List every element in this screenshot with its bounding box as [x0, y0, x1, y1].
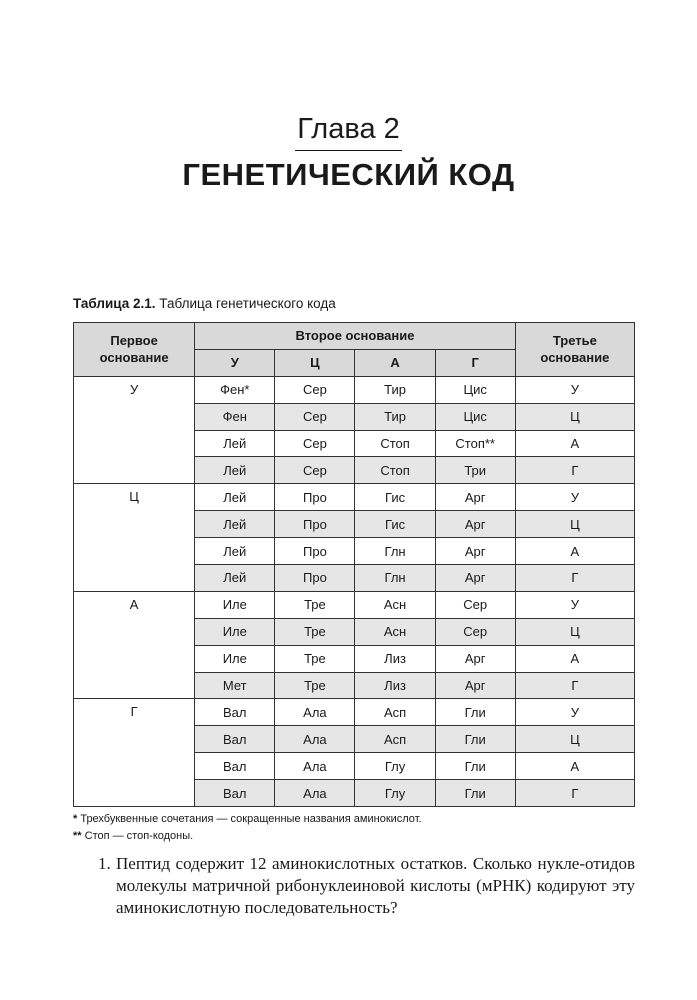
first-base-cell: У	[74, 376, 195, 484]
third-base-cell: А	[515, 430, 634, 457]
amino-acid-cell: Гли	[435, 780, 515, 807]
footnote-1	[73, 813, 422, 825]
amino-acid-cell: Ала	[275, 753, 355, 780]
amino-acid-cell: Иле	[195, 591, 275, 618]
amino-acid-cell: Сер	[435, 618, 515, 645]
amino-acid-cell: Стоп**	[435, 430, 515, 457]
third-base-cell: А	[515, 645, 634, 672]
amino-acid-cell: Лей	[195, 511, 275, 538]
amino-acid-cell: Ала	[275, 699, 355, 726]
header-first-base: Первое основание	[74, 323, 195, 377]
amino-acid-cell: Асп	[355, 699, 435, 726]
amino-acid-cell: Фен*	[195, 376, 275, 403]
footnote-1-text: Трехбуквенные сочетания — сокращенные названия аминокислот.	[77, 813, 422, 825]
amino-acid-cell: Сер	[275, 430, 355, 457]
header-second-base: Второе основание	[195, 323, 516, 350]
amino-acid-cell: Гис	[355, 511, 435, 538]
third-base-cell: У	[515, 699, 634, 726]
amino-acid-cell: Лей	[195, 457, 275, 484]
amino-acid-cell: Про	[275, 538, 355, 565]
amino-acid-cell: Лей	[195, 538, 275, 565]
third-base-cell: А	[515, 753, 634, 780]
amino-acid-cell: Иле	[195, 618, 275, 645]
first-base-cell: А	[74, 591, 195, 699]
third-base-cell: Ц	[515, 618, 634, 645]
amino-acid-cell: Стоп	[355, 457, 435, 484]
chapter-title: ГЕНЕТИЧЕСКИЙ КОД	[182, 157, 515, 192]
third-base-cell: Ц	[515, 726, 634, 753]
amino-acid-cell: Тре	[275, 645, 355, 672]
amino-acid-cell: Вал	[195, 699, 275, 726]
table-row	[74, 699, 635, 726]
third-base-cell: У	[515, 376, 634, 403]
table-caption-number: Таблица 2.1.	[73, 296, 156, 311]
amino-acid-cell: Арг	[435, 645, 515, 672]
amino-acid-cell: Тре	[275, 591, 355, 618]
amino-acid-cell: Цис	[435, 376, 515, 403]
amino-acid-cell: Иле	[195, 645, 275, 672]
third-base-cell: Г	[515, 780, 634, 807]
footnote-1-mark: *	[73, 813, 78, 825]
amino-acid-cell: Вал	[195, 780, 275, 807]
amino-acid-cell: Арг	[435, 672, 515, 699]
amino-acid-cell: Ала	[275, 726, 355, 753]
footnote-2-text: Стоп — стоп-кодоны.	[81, 830, 194, 842]
table-caption-text: Таблица генетического кода	[155, 296, 336, 311]
amino-acid-cell: Гли	[435, 753, 515, 780]
amino-acid-cell: Арг	[435, 565, 515, 592]
amino-acid-cell: Лей	[195, 484, 275, 511]
amino-acid-cell: Сер	[275, 376, 355, 403]
amino-acid-cell: Тир	[355, 403, 435, 430]
amino-acid-cell: Глу	[355, 780, 435, 807]
table-caption	[73, 296, 336, 311]
footnote-2	[73, 830, 193, 842]
amino-acid-cell: Глу	[355, 753, 435, 780]
amino-acid-cell: Про	[275, 565, 355, 592]
amino-acid-cell: Тре	[275, 672, 355, 699]
amino-acid-cell: Асп	[355, 726, 435, 753]
amino-acid-cell: Фен	[195, 403, 275, 430]
third-base-cell: У	[515, 591, 634, 618]
amino-acid-cell: Про	[275, 484, 355, 511]
amino-acid-cell: Вал	[195, 726, 275, 753]
header-second-c: Ц	[275, 349, 355, 376]
genetic-code-table	[73, 322, 635, 807]
amino-acid-cell: Гис	[355, 484, 435, 511]
amino-acid-cell: Лей	[195, 565, 275, 592]
amino-acid-cell: Сер	[275, 457, 355, 484]
footnote-2-mark: **	[73, 830, 82, 842]
amino-acid-cell: Лиз	[355, 645, 435, 672]
chapter-label-text: Глава 2	[295, 113, 402, 151]
amino-acid-cell: Вал	[195, 753, 275, 780]
table-row	[74, 376, 635, 403]
amino-acid-cell: Глн	[355, 538, 435, 565]
amino-acid-cell: Ала	[275, 780, 355, 807]
amino-acid-cell: Про	[275, 511, 355, 538]
table-row	[74, 484, 635, 511]
first-base-cell: Ц	[74, 484, 195, 592]
question-number: 1.	[98, 854, 111, 873]
third-base-cell: Г	[515, 565, 634, 592]
amino-acid-cell: Сер	[435, 591, 515, 618]
amino-acid-cell: Стоп	[355, 430, 435, 457]
amino-acid-cell: Тир	[355, 376, 435, 403]
amino-acid-cell: Асн	[355, 591, 435, 618]
amino-acid-cell: Лиз	[355, 672, 435, 699]
header-second-a: А	[355, 349, 435, 376]
amino-acid-cell: Цис	[435, 403, 515, 430]
amino-acid-cell: Гли	[435, 726, 515, 753]
amino-acid-cell: Арг	[435, 484, 515, 511]
third-base-cell: А	[515, 538, 634, 565]
amino-acid-cell: Мет	[195, 672, 275, 699]
amino-acid-cell: Арг	[435, 511, 515, 538]
amino-acid-cell: Сер	[275, 403, 355, 430]
first-base-cell: Г	[74, 699, 195, 807]
third-base-cell: Г	[515, 457, 634, 484]
header-third-base: Третье основание	[515, 323, 634, 377]
amino-acid-cell: Арг	[435, 538, 515, 565]
question-text: Пептид содержит 12 аминокислотных остатков. Сколько нукле-отидов молекулы матричной рибонуклеиновой кислоты (мРНК) кодируют эту аминокислотную последовательность?	[116, 854, 635, 917]
question-1	[100, 853, 635, 919]
third-base-cell: Ц	[515, 403, 634, 430]
table-row	[74, 591, 635, 618]
third-base-cell: Ц	[515, 511, 634, 538]
amino-acid-cell: Гли	[435, 699, 515, 726]
header-second-g: Г	[435, 349, 515, 376]
chapter-label	[0, 113, 697, 151]
amino-acid-cell: Глн	[355, 565, 435, 592]
third-base-cell: У	[515, 484, 634, 511]
third-base-cell: Г	[515, 672, 634, 699]
amino-acid-cell: Три	[435, 457, 515, 484]
amino-acid-cell: Асн	[355, 618, 435, 645]
amino-acid-cell: Тре	[275, 618, 355, 645]
amino-acid-cell: Лей	[195, 430, 275, 457]
header-second-u: У	[195, 349, 275, 376]
